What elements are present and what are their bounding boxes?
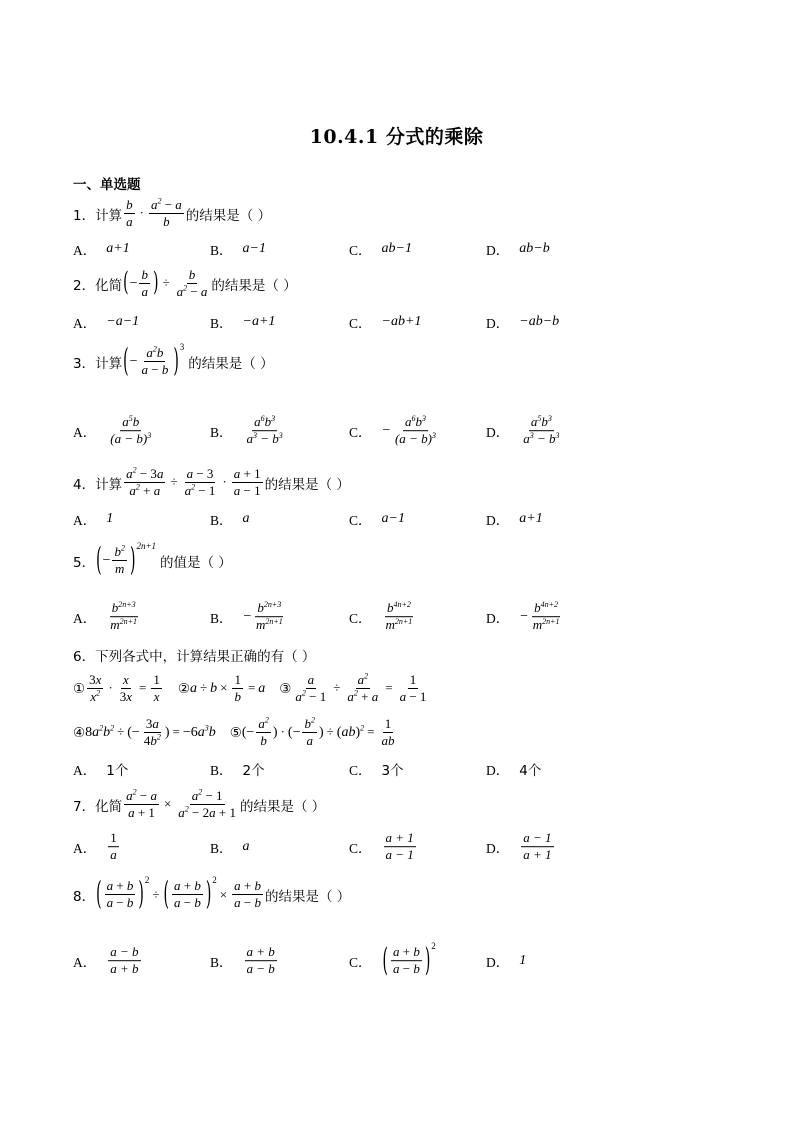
question-8-expression: ( $\frac{a + b}{a - b}$ ) 2 ÷ ( $\frac{a + b}{a - b}$ ) 2 × $\frac{a + b}{a - b}$ <box>96 875 261 914</box>
item-4-marker: ④ <box>73 724 86 741</box>
option-b[interactable]: B． $\frac{a^6b^3}{a^3 - b^3}$ <box>210 413 283 447</box>
item-4-expression: $8a^2b^2$ ÷ (− $\frac{3a}{4b^2}$ ) = $-6a^3b$ <box>85 716 216 749</box>
option-b[interactable]: B． a <box>210 839 250 856</box>
option-b[interactable]: B． − $\frac{b^{2n+3}}{m^{2n+1}}$ <box>210 599 283 633</box>
option-d[interactable]: D． −ab−b <box>486 314 560 331</box>
option-c[interactable]: C． ab−1 <box>349 241 412 258</box>
option-d[interactable]: D． 4个 <box>486 763 542 779</box>
question-7 <box>73 789 325 821</box>
question-7-tail: 的结果是（ ） <box>239 798 326 815</box>
question-6-text: 6．下列各式中，计算结果正确的有（ ） <box>73 649 316 665</box>
option-d[interactable]: D． $\frac{a - 1}{a + 1}$ <box>486 830 552 863</box>
option-a[interactable]: A． −a−1 <box>73 314 140 331</box>
question-5 <box>73 541 232 580</box>
question-2-expression: (− $\frac{b}{a}$ ) ÷ $\frac{b}{a^2 - a}$ <box>123 267 208 300</box>
item-3-marker: ③ <box>279 680 292 697</box>
option-d[interactable]: D． $\frac{a^5b^3}{a^3 - b^3}$ <box>486 413 560 447</box>
question-5-tail: 的值是（ ） <box>160 554 232 571</box>
question-7-number: 7．化简 <box>73 798 123 815</box>
question-7-expression: $\frac{a^2 - a}{a + 1}$ × $\frac{a^2 - 1}{a^2 - 2a + 1}$ <box>126 787 236 821</box>
option-d[interactable]: D． a+1 <box>486 511 543 528</box>
question-1-tail: 的结果是（ ） <box>185 207 272 224</box>
option-a[interactable]: A． 1 <box>73 511 114 528</box>
option-d[interactable]: D． 1 <box>486 953 527 970</box>
question-6 <box>73 645 315 665</box>
section-heading: 一、单选题 <box>73 177 141 193</box>
question-2 <box>73 268 297 300</box>
option-b[interactable]: B． a−1 <box>210 241 266 258</box>
question-3-tail: 的结果是（ ） <box>188 355 274 372</box>
question-3-expression: ( − $\frac{a^2b}{a - b}$ ) 3 <box>123 342 185 381</box>
question-8 <box>73 875 351 914</box>
page-title: 10.4.1 分式的乘除 <box>309 126 484 148</box>
question-1-expression: $\frac{b}{a}$ · $\frac{a^2 - a}{b}$ <box>126 196 182 230</box>
option-a[interactable]: A． a+1 <box>73 241 130 258</box>
item-2-expression: a ÷ b × $\frac{1}{b}$ = a <box>189 672 266 705</box>
item-1-marker: ① <box>73 680 86 697</box>
question-5-expression: ( − $\frac{b^2}{m}$ ) 2n+1 <box>96 541 157 580</box>
option-a[interactable]: A． $\frac{1}{a}$ <box>73 830 117 863</box>
question-2-tail: 的结果是（ ） <box>211 277 297 294</box>
question-8-number: 8． <box>73 888 96 905</box>
option-d[interactable]: D． − $\frac{b^{4n+2}}{m^{2n+1}}$ <box>486 599 560 633</box>
option-a[interactable]: A． $\frac{b^{2n+3}}{m^{2n+1}}$ <box>73 599 138 633</box>
question-8-tail: 的结果是（ ） <box>264 888 351 905</box>
option-c[interactable]: C． −ab+1 <box>349 314 422 331</box>
question-4 <box>73 467 350 499</box>
question-3 <box>73 342 274 381</box>
option-a[interactable]: A． $\frac{a^5b}{(a - b)^3}$ <box>73 413 152 447</box>
item-3-expression: $\frac{a}{a^2 - 1}$ ÷ $\frac{a^2}{a^2 + a}$ = $\frac{1}{a - 1}$ <box>295 671 427 705</box>
question-6-line-2 <box>73 717 398 749</box>
item-1-expression: $\frac{3x}{x^2}$ · $\frac{x}{3x}$ = $\frac{1}{x}$ <box>89 672 160 705</box>
option-b[interactable]: B． 2个 <box>210 763 265 779</box>
option-c[interactable]: C． ( $\frac{a + b}{a - b}$ ) 2 <box>349 941 436 980</box>
option-c[interactable]: C． $\frac{b^{4n+2}}{m^{2n+1}}$ <box>349 599 413 633</box>
question-6-line-1 <box>73 673 430 705</box>
item-5-marker: ⑤ <box>229 724 242 741</box>
option-a[interactable]: A． 1个 <box>73 763 129 779</box>
question-4-number: 4．计算 <box>73 476 123 493</box>
question-3-number: 3．计算 <box>73 355 123 372</box>
item-2-marker: ② <box>177 680 190 697</box>
option-d[interactable]: D． ab−b <box>486 241 550 258</box>
question-1-number: 1．计算 <box>73 207 123 224</box>
option-c[interactable]: C． − $\frac{a^6b^3}{(a - b)^3}$ <box>349 413 436 447</box>
question-2-number: 2．化简 <box>73 277 123 294</box>
option-b[interactable]: B． $\frac{a + b}{a - b}$ <box>210 944 275 977</box>
question-4-expression: $\frac{a^2 - 3a}{a^2 + a}$ ÷ $\frac{a - 3}{a^2 - 1}$ · $\frac{a + 1}{a - 1}$ <box>126 465 261 499</box>
option-a[interactable]: A． $\frac{a - b}{a + b}$ <box>73 944 139 977</box>
option-c[interactable]: C． a−1 <box>349 511 405 528</box>
question-4-tail: 的结果是（ ） <box>264 476 350 493</box>
question-1 <box>73 198 271 230</box>
option-b[interactable]: B． −a+1 <box>210 314 276 331</box>
option-c[interactable]: C． $\frac{a + 1}{a - 1}$ <box>349 830 414 863</box>
question-5-number: 5． <box>73 554 96 571</box>
option-c[interactable]: C． 3个 <box>349 763 404 779</box>
option-b[interactable]: B． a <box>210 511 250 528</box>
item-5-expression: (− $\frac{a^2}{b}$ ) · (− $\frac{b^2}{a}$ ) ÷ (ab)$^2$ = $\frac{1}{ab}$ <box>241 715 395 749</box>
